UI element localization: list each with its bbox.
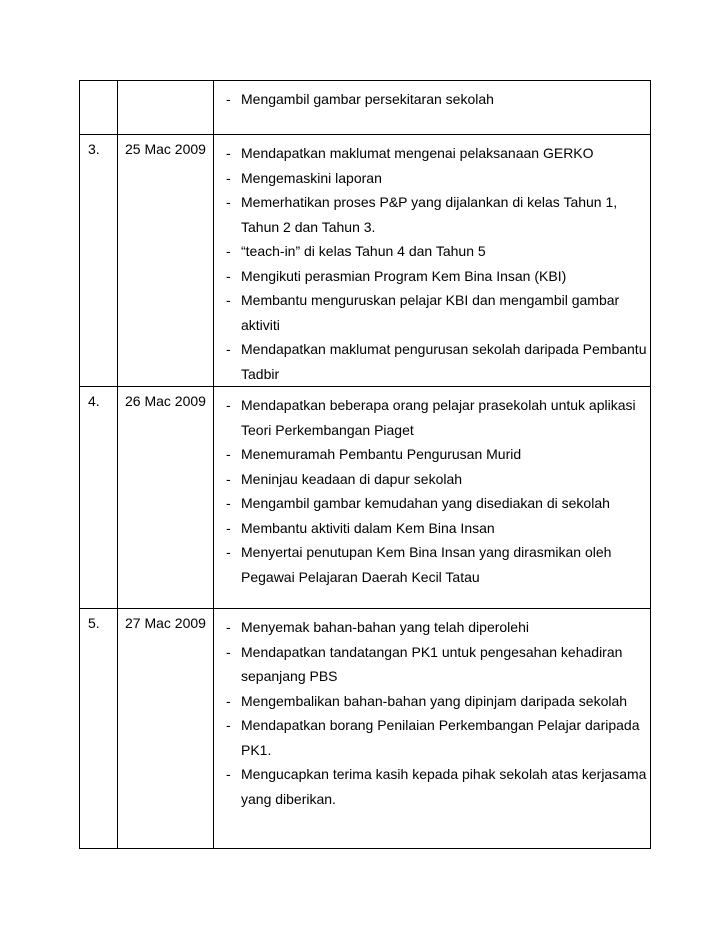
- list-item: [226, 141, 650, 166]
- row-number: 3.: [80, 135, 118, 387]
- row-number: 5.: [80, 609, 118, 849]
- activity-list: [226, 87, 650, 112]
- row-activities: [214, 81, 651, 135]
- list-item-text: Mengucapkan terima kasih kepada pihak sekolah atas kerjasama yang diberikan.: [241, 766, 647, 807]
- list-item-text: Menyemak bahan-bahan yang telah diperolehi: [241, 619, 529, 635]
- list-item: [226, 190, 650, 239]
- list-item-text: Mendapatkan beberapa orang pelajar prasekolah untuk aplikasi Teori Perkembangan Piaget: [241, 397, 636, 438]
- table-row: [80, 609, 651, 849]
- activity-list: [226, 393, 650, 589]
- bullet-dash: -: [226, 292, 231, 308]
- bullet-dash: -: [226, 619, 231, 635]
- bullet-dash: -: [226, 766, 231, 782]
- list-item-text: Mengemaskini laporan: [241, 169, 382, 186]
- list-item: [226, 467, 650, 492]
- row-activities: [214, 387, 651, 609]
- list-item: [226, 166, 650, 191]
- row-number: [80, 81, 118, 135]
- list-item-text: Mengikuti perasmian Program Kem Bina Insan (KBI): [241, 267, 567, 284]
- list-item-text: Menyertai penutupan Kem Bina Insan yang dirasmikan oleh Pegawai Pelajaran Daerah Kecil Tatau: [241, 544, 612, 585]
- row-date: 25 Mac 2009: [118, 135, 214, 387]
- list-item: [226, 337, 650, 386]
- list-item: [226, 239, 650, 264]
- bullet-dash: -: [226, 145, 231, 161]
- list-item: [226, 393, 650, 442]
- bullet-dash: -: [226, 341, 231, 357]
- bullet-dash: -: [226, 91, 231, 107]
- activity-list: [226, 141, 650, 386]
- row-activities: [214, 609, 651, 849]
- bullet-dash: -: [226, 194, 231, 210]
- bullet-dash: -: [226, 267, 231, 284]
- list-item: [226, 516, 650, 541]
- list-item-text: Mengambil gambar kemudahan yang disediakan di sekolah: [241, 495, 610, 511]
- bullet-dash: -: [226, 243, 231, 259]
- bullet-dash: -: [226, 446, 231, 462]
- activity-log-body: [80, 81, 651, 849]
- bullet-dash: -: [226, 470, 231, 487]
- bullet-dash: -: [226, 495, 231, 511]
- list-item-text: Meninjau keadaan di dapur sekolah: [241, 470, 463, 487]
- list-item-text: Membantu aktiviti dalam Kem Bina Insan: [241, 519, 495, 536]
- list-item-text: Mengembalikan bahan-bahan yang dipinjam daripada sekolah: [241, 692, 628, 709]
- list-item: [226, 442, 650, 467]
- list-item-text: Menemuramah Pembantu Pengurusan Murid: [241, 446, 522, 462]
- bullet-dash: -: [226, 643, 231, 660]
- list-item: [226, 87, 650, 112]
- activity-list: [226, 615, 650, 811]
- row-date: 27 Mac 2009: [118, 609, 214, 849]
- table-row: [80, 387, 651, 609]
- list-item-text: Mendapatkan borang Penilaian Perkembangan Pelajar daripada PK1.: [241, 717, 640, 758]
- bullet-dash: -: [226, 397, 231, 413]
- list-item-text: Mengambil gambar persekitaran sekolah: [241, 91, 494, 107]
- list-item-text: “teach-in” di kelas Tahun 4 dan Tahun 5: [241, 243, 486, 259]
- bullet-dash: -: [226, 544, 231, 560]
- list-item: [226, 689, 650, 714]
- bullet-dash: -: [226, 717, 231, 733]
- list-item: [226, 640, 650, 689]
- table-row: [80, 135, 651, 387]
- list-item: [226, 762, 650, 811]
- list-item: [226, 713, 650, 762]
- list-item-text: Mendapatkan tandatangan PK1 untuk pengesahan kehadiran sepanjang PBS: [241, 643, 623, 684]
- row-date: 26 Mac 2009: [118, 387, 214, 609]
- table-row: [80, 81, 651, 135]
- bullet-dash: -: [226, 169, 231, 186]
- list-item-text: Mendapatkan maklumat pengurusan sekolah daripada Pembantu Tadbir: [241, 341, 647, 382]
- bullet-dash: -: [226, 692, 231, 709]
- list-item: [226, 264, 650, 289]
- row-activities: [214, 135, 651, 387]
- list-item: [226, 288, 650, 337]
- list-item: [226, 615, 650, 640]
- row-number: 4.: [80, 387, 118, 609]
- list-item-text: Mendapatkan maklumat mengenai pelaksanaan GERKO: [241, 145, 594, 161]
- list-item-text: Memerhatikan proses P&P yang dijalankan di kelas Tahun 1, Tahun 2 dan Tahun 3.: [241, 194, 618, 235]
- list-item: [226, 540, 650, 589]
- list-item: [226, 491, 650, 516]
- list-item-text: Membantu menguruskan pelajar KBI dan mengambil gambar aktiviti: [241, 292, 620, 333]
- row-date: [118, 81, 214, 135]
- bullet-dash: -: [226, 519, 231, 536]
- activity-log-table: [79, 80, 651, 849]
